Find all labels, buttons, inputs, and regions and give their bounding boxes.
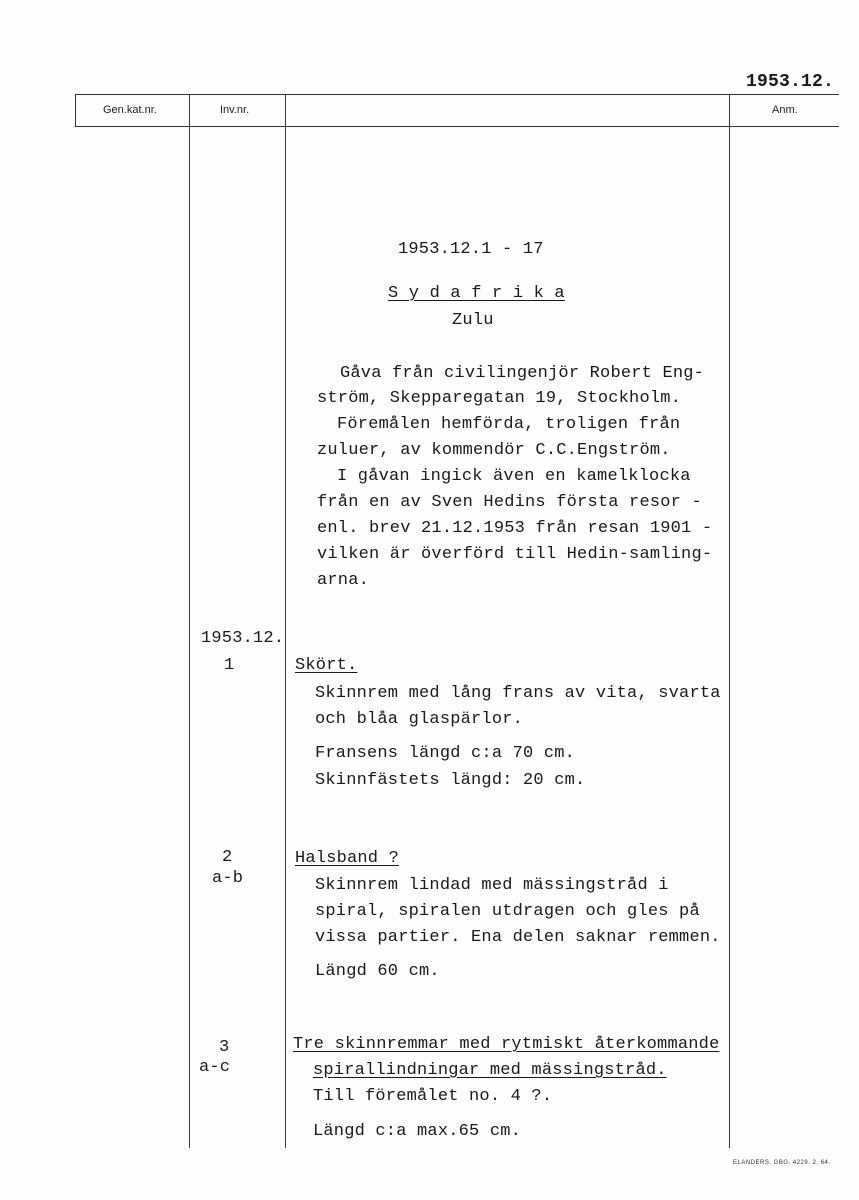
heading-people: Zulu (452, 311, 494, 330)
item-measure: Längd c:a max.65 cm. (313, 1122, 522, 1141)
item-subparts: a-c (199, 1058, 231, 1077)
item-title: Skört. (295, 656, 358, 675)
item-description-line: Skinnrem lindad med mässingstråd i (315, 876, 669, 895)
register-id: 1953.12. (746, 72, 835, 92)
item-title: Tre skinnremmar med rytmiskt återkommande (293, 1035, 720, 1054)
item-measure: Skinnfästets längd: 20 cm. (315, 771, 586, 790)
column-divider-2 (285, 94, 286, 1148)
item-number: 3 (219, 1038, 230, 1057)
intro-line: vilken är överförd till Hedin-samling- (317, 545, 713, 564)
intro-line: zuluer, av kommendör C.C.Engström. (317, 441, 671, 460)
left-border (75, 94, 76, 127)
item-number: 2 (222, 848, 233, 867)
column-divider-1 (189, 94, 190, 1148)
item-title: Halsband ? (295, 849, 400, 868)
column-header-genkat: Gen.kat.nr. (103, 104, 157, 116)
printer-mark: ELANDERS. GBG. 4229. 2. 64. (733, 1160, 831, 1166)
intro-line: från en av Sven Hedins första resor - (317, 493, 702, 512)
item-subparts: a-b (212, 869, 244, 888)
inventory-prefix: 1953.12. (201, 629, 285, 648)
column-header-anm: Anm. (772, 104, 798, 116)
intro-line: arna. (317, 571, 370, 590)
item-title-continued: spirallindningar med mässingstråd. (313, 1061, 667, 1080)
column-divider-3 (729, 94, 730, 1148)
item-description-line: vissa partier. Ena delen saknar remmen. (315, 928, 721, 947)
column-header-inv: Inv.nr. (220, 104, 250, 116)
item-measure: Fransens längd c:a 70 cm. (315, 744, 576, 763)
intro-line: enl. brev 21.12.1953 från resan 1901 - (317, 519, 713, 538)
item-description-line: och blåa glaspärlor. (315, 710, 524, 729)
item-description-line: Skinnrem med lång frans av vita, svarta (315, 684, 721, 703)
intro-line: Gåva från civilingenjör Robert Eng- (340, 364, 705, 383)
item-description-line: spiral, spiralen utdragen och gles på (315, 902, 700, 921)
intro-line: I gåvan ingick även en kamelklocka (337, 467, 691, 486)
item-description-line: Till föremålet no. 4 ?. (313, 1087, 553, 1106)
intro-line: ström, Skepparegatan 19, Stockholm. (317, 389, 682, 408)
item-measure: Längd 60 cm. (315, 962, 440, 981)
heading-range: 1953.12.1 - 17 (398, 240, 544, 259)
item-number: 1 (224, 656, 235, 675)
intro-line: Föremålen hemförda, troligen från (337, 415, 681, 434)
heading-region: S y d a f r i k a (388, 284, 565, 303)
